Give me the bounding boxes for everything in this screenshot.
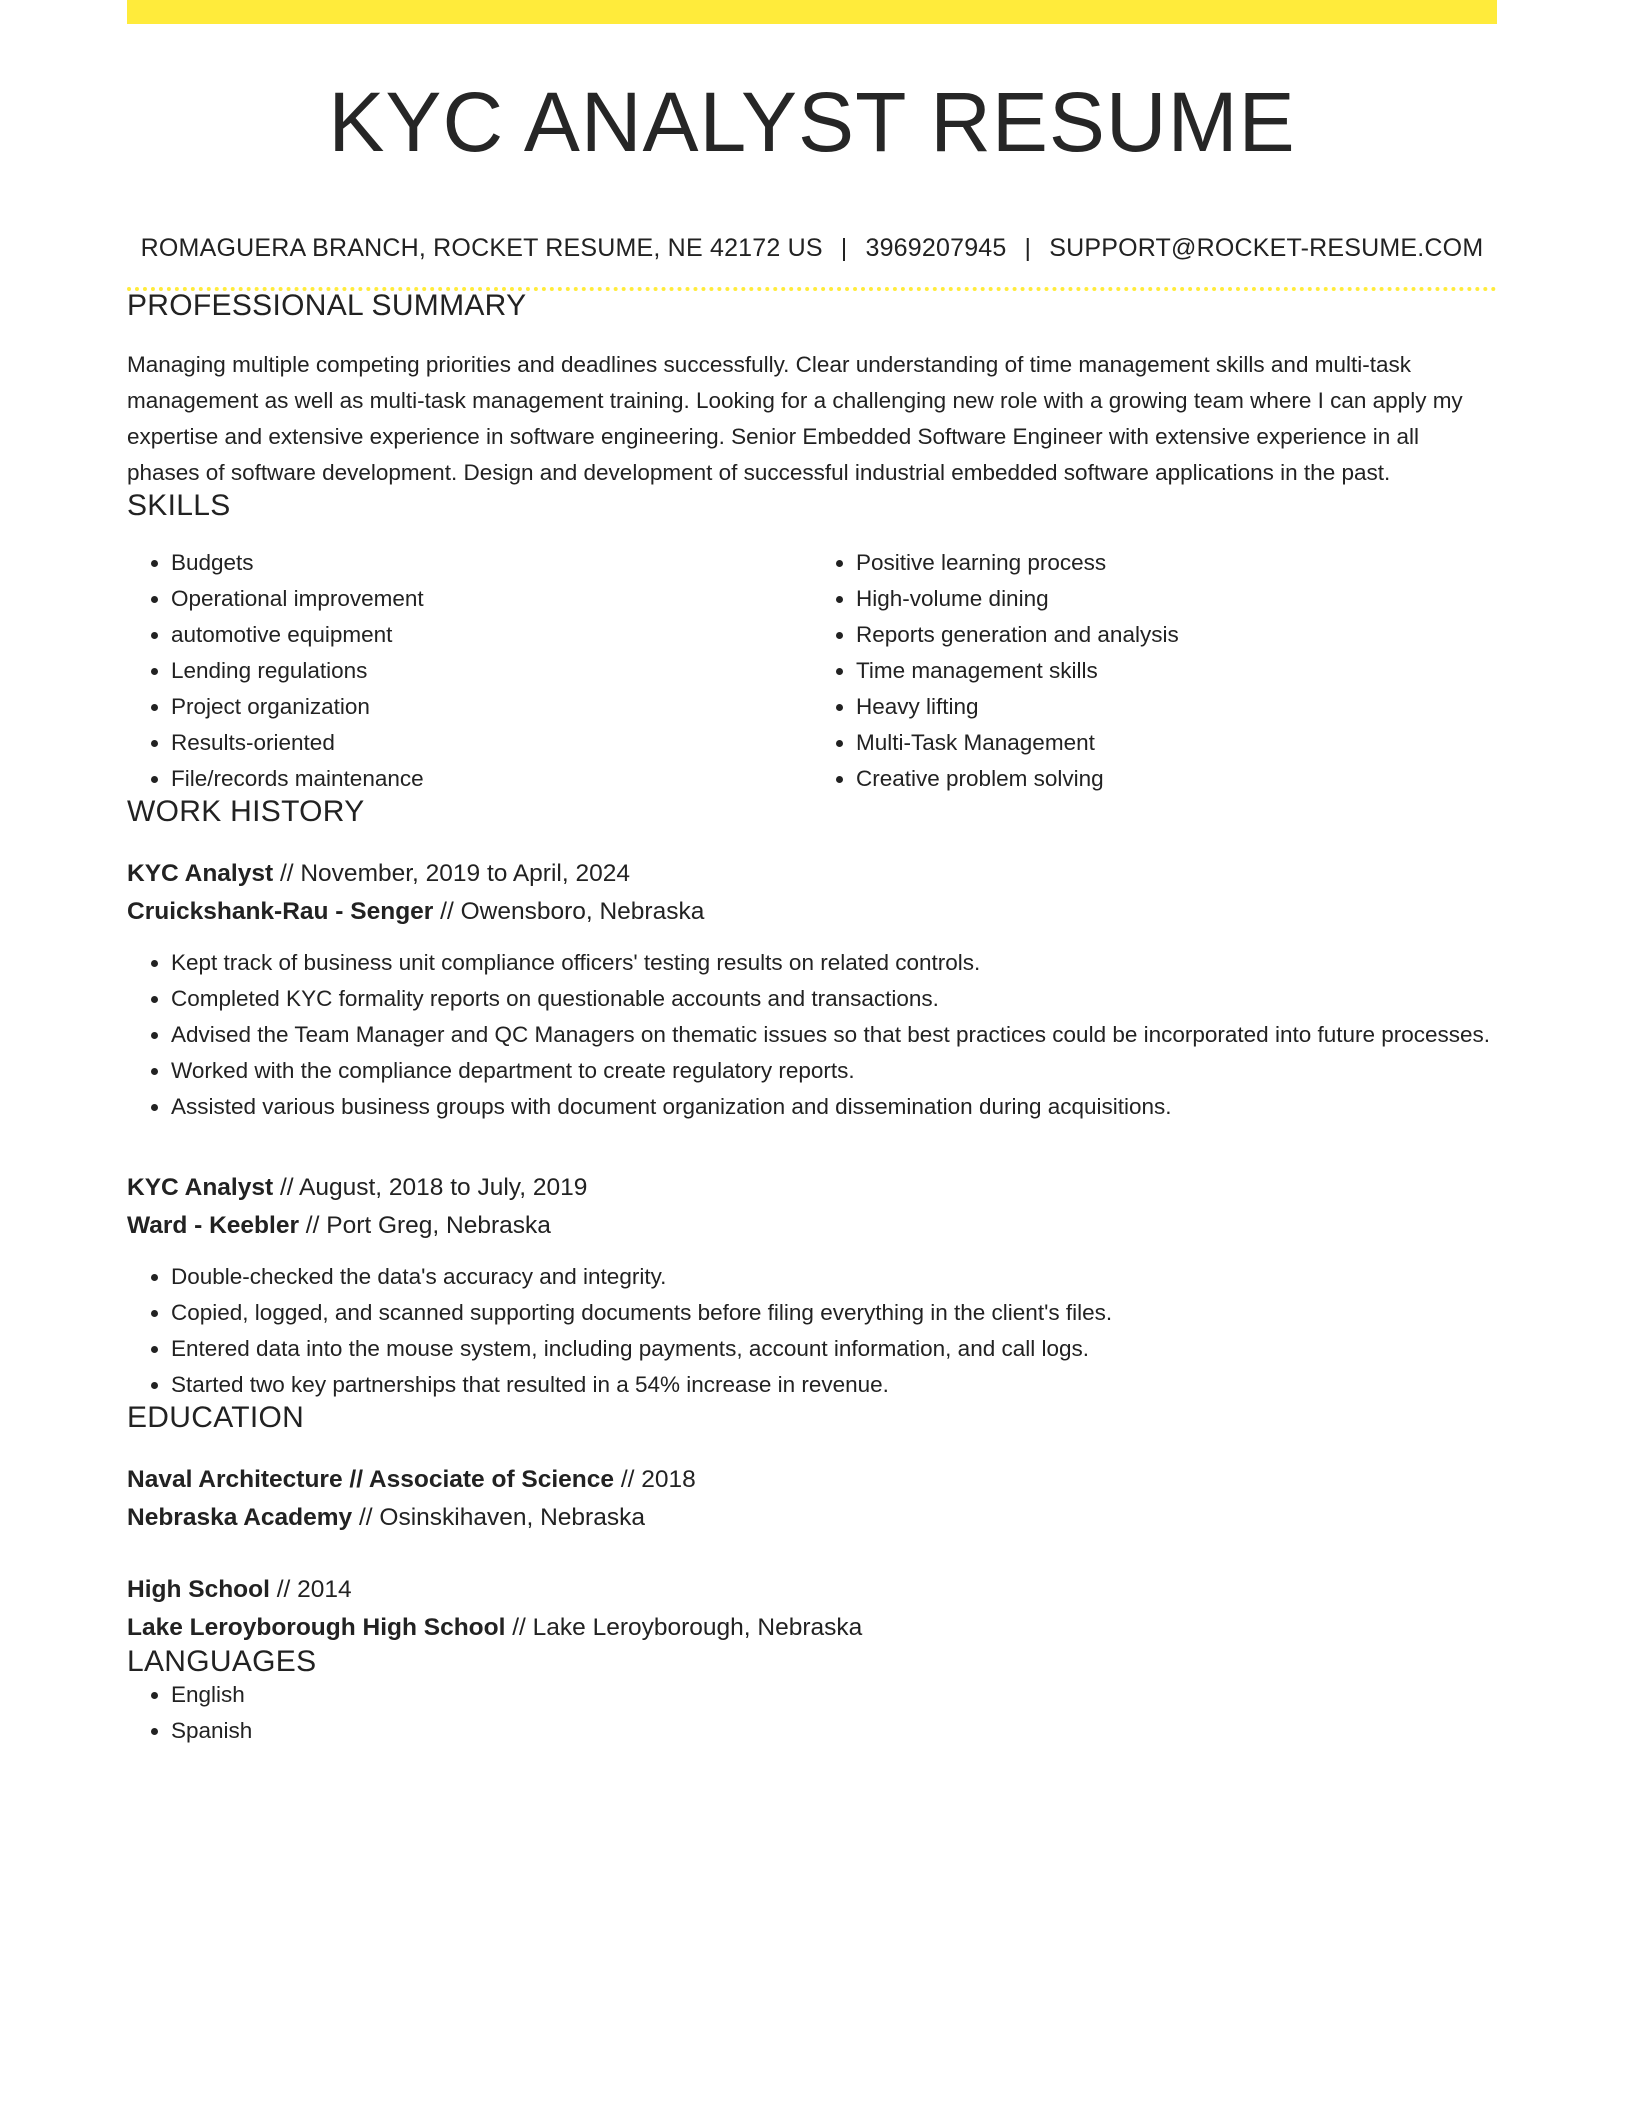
school-line [127, 1499, 1497, 1537]
job-dates: // November, 2019 to April, 2024 [273, 860, 630, 887]
resume-page [127, 0, 1497, 1749]
skills-column-right [812, 545, 1497, 797]
skills-heading: SKILLS [127, 489, 231, 522]
education-heading: EDUCATION [127, 1401, 305, 1434]
page-title: KYC ANALYST RESUME [328, 75, 1296, 169]
language-item: • Spanish [171, 1713, 1497, 1749]
summary-heading: PROFESSIONAL SUMMARY [127, 289, 527, 322]
school-location: // Osinskihaven, Nebraska [352, 1504, 645, 1531]
skill-item: • Multi-Task Management [856, 725, 1497, 761]
education-entry [127, 1461, 1497, 1537]
job-duty: • Worked with the compliance department to create regulatory reports. [171, 1053, 1497, 1089]
job-duty: • Copied, logged, and scanned supporting documents before filing everything in the client's files. [171, 1295, 1497, 1331]
skill-item: • Results-oriented [171, 725, 812, 761]
degree: Naval Architecture // Associate of Science [127, 1466, 615, 1493]
skill-item: • Project organization [171, 689, 812, 725]
graduation-year: // 2014 [269, 1576, 352, 1603]
skill-item: • Creative problem solving [856, 761, 1497, 797]
skills-column-left [127, 545, 812, 797]
job-title: KYC Analyst [127, 1174, 274, 1201]
job-duty: • Completed KYC formality reports on questionable accounts and transactions. [171, 981, 1497, 1017]
work-history-heading: WORK HISTORY [127, 795, 365, 828]
degree-line [127, 1571, 1497, 1609]
job-company-line [127, 893, 1497, 931]
job-duties [127, 945, 1497, 1125]
job-dates: // August, 2018 to July, 2019 [273, 1174, 588, 1201]
languages-heading: LANGUAGES [127, 1645, 317, 1678]
job-company: Cruickshank-Rau - Senger [127, 898, 434, 925]
skill-item: • High-volume dining [856, 581, 1497, 617]
contact-separator: | [1024, 234, 1032, 262]
job-location: // Port Greg, Nebraska [299, 1212, 551, 1239]
school-location: // Lake Leroyborough, Nebraska [505, 1614, 863, 1641]
skill-item: • Reports generation and analysis [856, 617, 1497, 653]
job-title-line [127, 855, 1497, 893]
degree-line [127, 1461, 1497, 1499]
skill-item: • Heavy lifting [856, 689, 1497, 725]
job-title-line [127, 1169, 1497, 1207]
job-company: Ward - Keebler [127, 1212, 299, 1239]
summary-text: Managing multiple competing priorities and deadlines successfully. Clear understanding of time management skills and multi-task management as well as multi-task management training. Looking for a challenging new role with a growing team where I can apply my expertise and extensive experience in software engineering. Senior Embedded Software Engineer with extensive experience in all phases of software development. Design and development of successful industrial embedded software applications in the past. [127, 352, 1463, 485]
degree: High School [127, 1576, 270, 1603]
contact-line [127, 236, 1497, 261]
job-entry [127, 1169, 1497, 1403]
education-entry [127, 1571, 1497, 1647]
contact-separator: | [840, 234, 848, 262]
skill-item: • automotive equipment [171, 617, 812, 653]
skill-item: • Time management skills [856, 653, 1497, 689]
job-duty: • Started two key partnerships that resulted in a 54% increase in revenue. [171, 1367, 1497, 1403]
school: Nebraska Academy [127, 1504, 353, 1531]
job-company-line [127, 1207, 1497, 1245]
job-duty: • Assisted various business groups with document organization and dissemination during acquisitions. [171, 1089, 1497, 1125]
contact-address: ROMAGUERA BRANCH, ROCKET RESUME, NE 42172 US [140, 234, 823, 262]
skill-item: • Lending regulations [171, 653, 812, 689]
skills-list [127, 545, 1497, 797]
skill-item: • File/records maintenance [171, 761, 812, 797]
job-duty: • Advised the Team Manager and QC Managers on thematic issues so that best practices could be incorporated into future processes. [171, 1017, 1497, 1053]
job-duty: • Entered data into the mouse system, including payments, account information, and call logs. [171, 1331, 1497, 1367]
skill-item: • Budgets [171, 545, 812, 581]
job-duties [127, 1259, 1497, 1403]
graduation-year: // 2018 [614, 1466, 696, 1493]
job-location: // Owensboro, Nebraska [433, 898, 705, 925]
language-item: • English [171, 1677, 1497, 1713]
job-duty: • Kept track of business unit compliance officers' testing results on related controls. [171, 945, 1497, 981]
skill-item: • Operational improvement [171, 581, 812, 617]
school-line [127, 1609, 1497, 1647]
languages-list [127, 1677, 1497, 1749]
accent-bar [127, 0, 1497, 24]
job-entry [127, 855, 1497, 1125]
skill-item: • Positive learning process [856, 545, 1497, 581]
job-title: KYC Analyst [127, 860, 274, 887]
school: Lake Leroyborough High School [127, 1614, 506, 1641]
job-duty: • Double-checked the data's accuracy and integrity. [171, 1259, 1497, 1295]
contact-phone: 3969207945 [865, 234, 1007, 262]
contact-email[interactable]: SUPPORT@ROCKET-RESUME.COM [1049, 234, 1484, 262]
